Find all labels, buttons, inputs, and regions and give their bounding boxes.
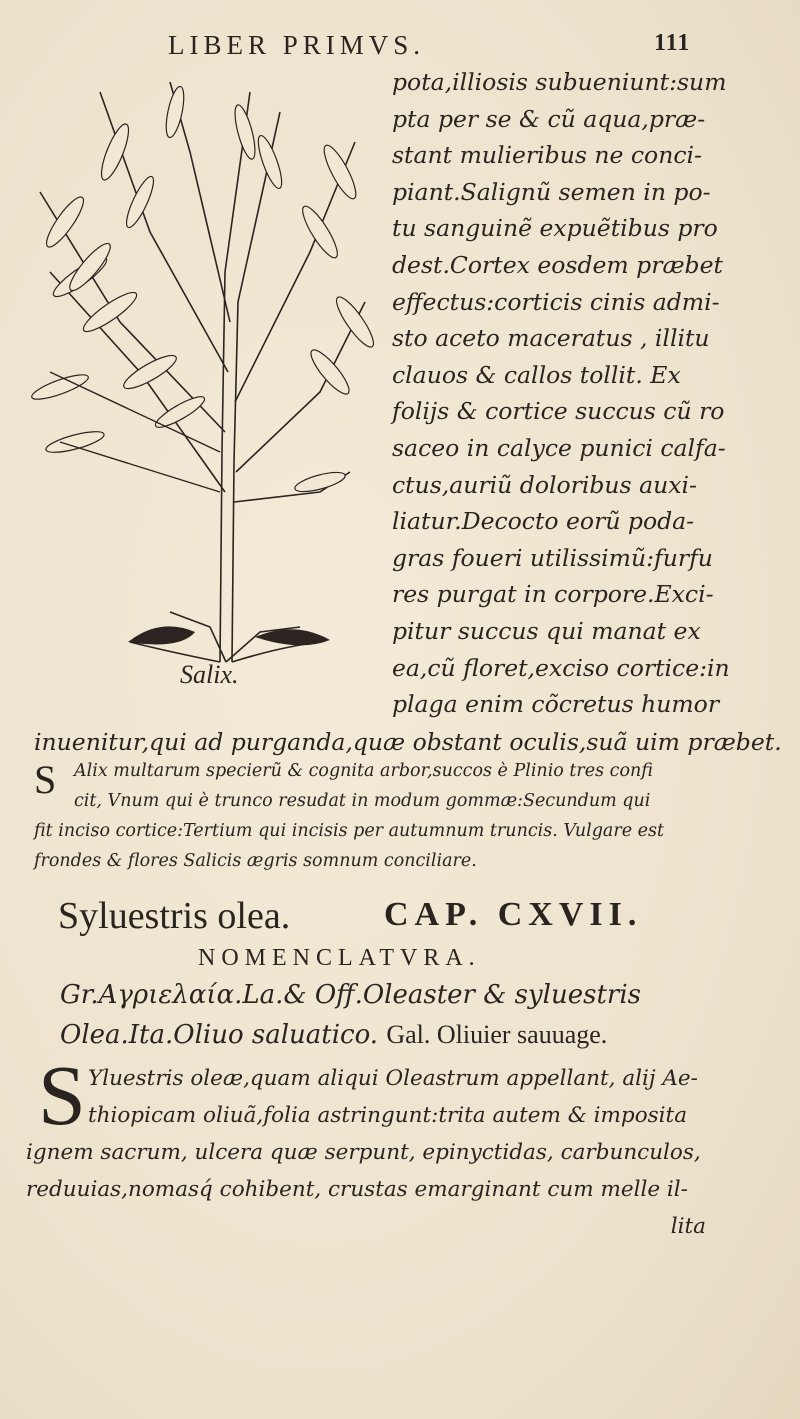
salix-woodcut-illustration [20, 72, 380, 672]
drop-initial: S [34, 757, 57, 802]
names-line: Gr.Αγριελαία.La.& Off.Oleaster & syluestris [60, 980, 642, 1010]
page-number: 111 [654, 30, 691, 56]
text-line: ignem sacrum, ulcera quæ serpunt, epinyctidas, carbunculos, [26, 1140, 701, 1165]
annotation-line: frondes & flores Salicis ægris somnum conciliare. [34, 851, 477, 871]
annotation-line: Alix multarum specierũ & cognita arbor,succos è Plinio tres confi [74, 761, 653, 781]
text-line: plaga enim cõcretus humor [392, 690, 720, 719]
annotation-line: cit, Vnum qui è trunco resudat in modum gommæ:Secundum qui [74, 791, 651, 811]
body-paragraph [26, 1060, 788, 1245]
text-line: liatur.Decocto eorũ poda- [392, 507, 695, 536]
text-line: ea,cũ floret,exciso cortice:in [392, 653, 730, 682]
text-line: pitur succus qui manat ex [392, 616, 701, 645]
running-title: LIBER PRIMVS. [168, 30, 426, 60]
text-line: pta per se & cũ aqua,præ- [392, 104, 706, 133]
text-line: pota,illiosis subueniunt:sum [392, 68, 727, 96]
text-line: clauos & callos tollit. Ex [392, 360, 681, 389]
chapter-number: CAP. CXVII. [384, 896, 643, 933]
annotation-line: fit inciso cortice:Tertium qui incisis per autumnum truncis. Vulgare est [34, 821, 665, 841]
text-line: saceo in calyce punici calfa- [392, 433, 726, 462]
text-line: sto aceto maceratus , illitu [392, 324, 710, 353]
drop-initial: S [38, 1047, 86, 1143]
text-line: reduuias,nomasq́ cohibent, crustas emarginant cum melle il- [26, 1177, 688, 1202]
text-line: inuenitur,qui ad purganda,quæ obstant oculis,suã uim præbet. [34, 728, 782, 756]
names-french: Gal. Oliuier sauuage. [386, 1020, 608, 1049]
chapter-heading [58, 894, 778, 938]
text-line-full [34, 724, 784, 760]
section-heading: NOMENCLATVRA. [198, 945, 481, 971]
nomenclature-lines [60, 975, 760, 1055]
text-line: gras foueri utilissimũ:furfu [392, 543, 713, 572]
text-line: folijs & cortice succus cũ ro [392, 397, 725, 426]
text-line: piant.Salignũ semen in po- [392, 177, 711, 206]
text-line: res purgat in corpore.Exci- [392, 580, 714, 609]
catchword: lita [670, 1214, 706, 1239]
text-line: stant mulieribus ne conci- [392, 141, 702, 170]
page-header [0, 22, 800, 62]
chapter-title: Syluestris olea. [58, 895, 291, 937]
text-line: dest.Cortex eosdem præbet [392, 250, 723, 279]
figure-caption: Salix. [180, 660, 239, 689]
text-line: Yluestris oleæ,quam aliqui Oleastrum appellant, alij Ae- [88, 1066, 698, 1091]
text-line: effectus:corticis cinis admi- [392, 287, 720, 316]
text-column-right [392, 64, 792, 723]
text-line: thiopicam oliuã,folia astringunt:trita autem & imposita [88, 1103, 688, 1128]
annotation-paragraph [34, 756, 764, 876]
text-line: tu sanguinẽ expuẽtibus pro [392, 214, 718, 243]
text-line: ctus,auriũ doloribus auxi- [392, 470, 697, 499]
names-italian: Olea.Ita.Oliuo saluatico. [60, 1020, 379, 1050]
